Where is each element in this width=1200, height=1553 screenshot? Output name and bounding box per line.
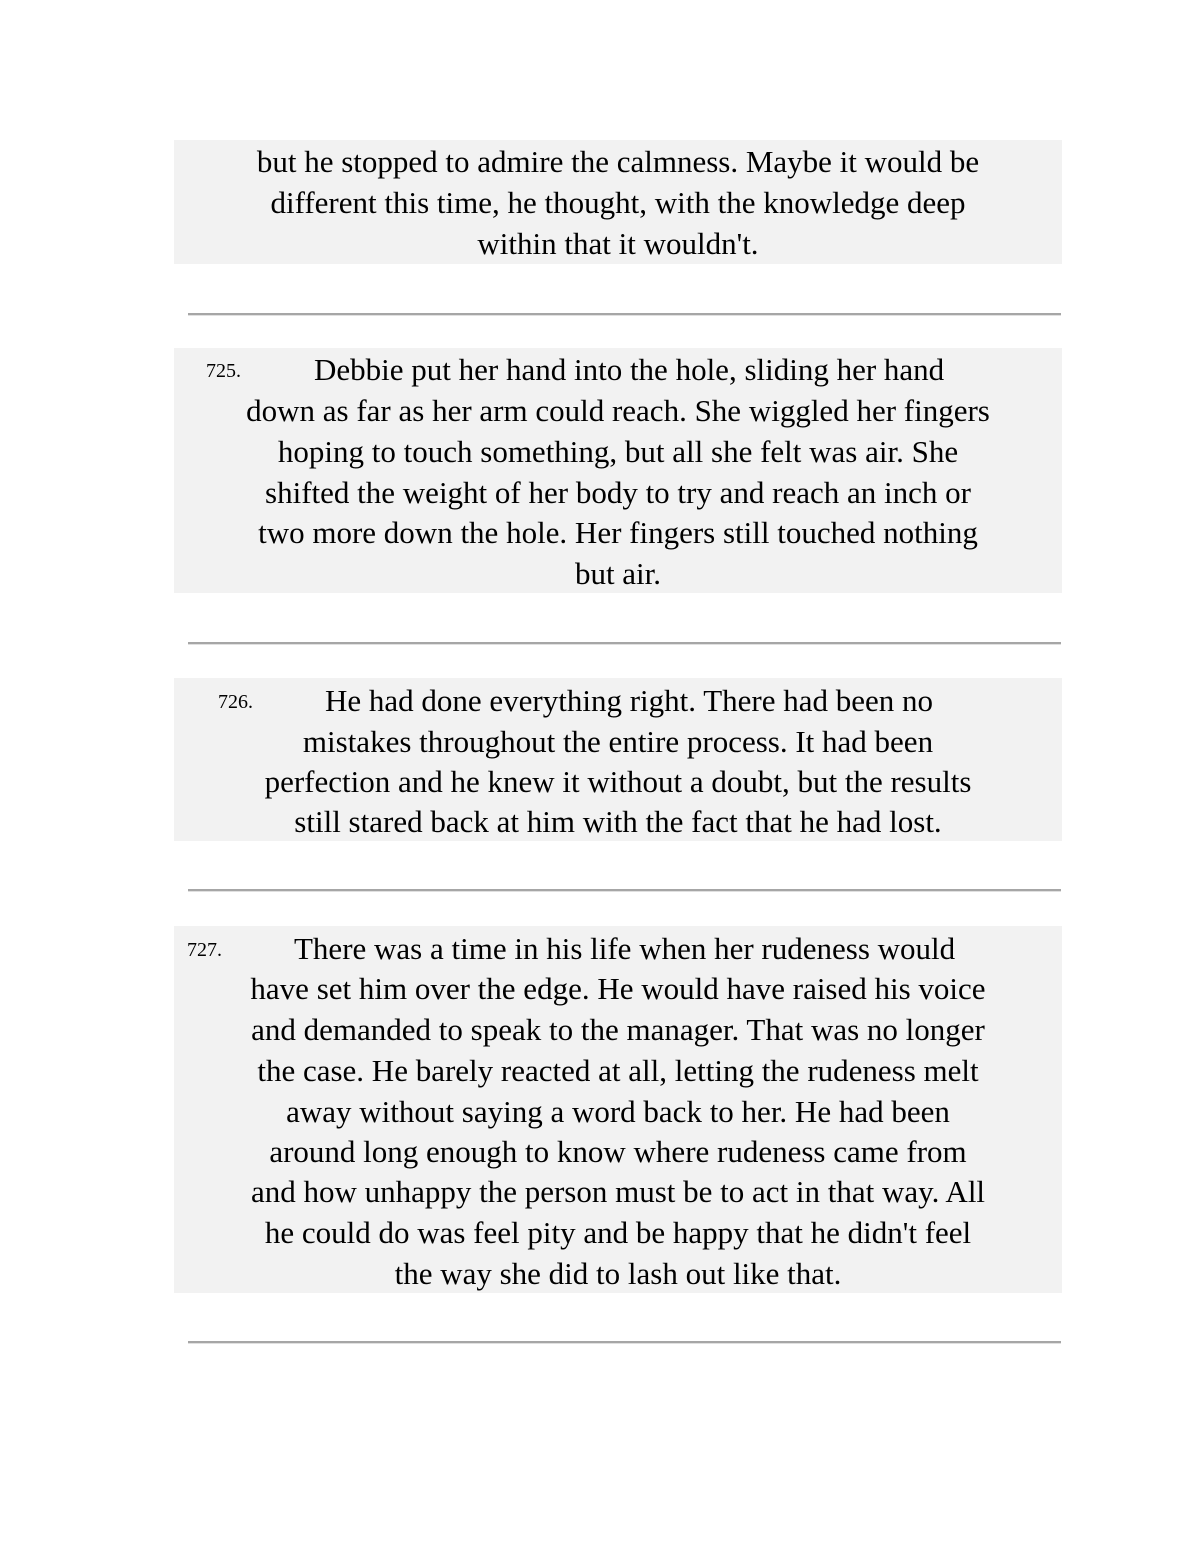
passage-line: mistakes throughout the entire process. It had been	[302, 724, 934, 759]
passage-line: There was a time in his life when her rudeness would	[294, 931, 956, 966]
passage-line: the way she did to lash out like that.	[394, 1256, 842, 1291]
passage-line: perfection and he knew it without a doubt, but the results	[264, 764, 972, 799]
passage-line: two more down the hole. Her fingers still touched nothing	[258, 515, 978, 550]
passage-line: He had done everything right. There had been no	[325, 683, 934, 718]
passage-line: Debbie put her hand into the hole, sliding her hand	[314, 352, 945, 387]
passage-line: hoping to touch something, but all she felt was air. She	[277, 434, 959, 469]
divider	[188, 313, 1061, 316]
passage-line: he could do was feel pity and be happy that he didn't feel	[264, 1215, 972, 1250]
passage-line: away without saying a word back to her. He had been	[286, 1094, 950, 1129]
divider	[188, 889, 1061, 892]
divider	[188, 1341, 1061, 1344]
passage-line: the case. He barely reacted at all, letting the rudeness melt	[257, 1053, 979, 1088]
divider	[188, 642, 1061, 645]
passage-block-727	[174, 926, 1062, 1293]
passage-line: and how unhappy the person must be to act in that way. All	[250, 1174, 986, 1209]
passage-line: still stared back at him with the fact that he had lost.	[294, 804, 942, 839]
passage-line: within that it wouldn't.	[477, 226, 759, 261]
passage-line: down as far as her arm could reach. She wiggled her fingers	[246, 393, 990, 428]
passage-line: shifted the weight of her body to try and reach an inch or	[265, 475, 971, 510]
passage-line: have set him over the edge. He would have raised his voice	[250, 971, 986, 1006]
entry-number: 726.	[218, 691, 253, 713]
passage-line: but air.	[574, 556, 662, 591]
entry-number: 727.	[187, 939, 222, 961]
passage-line: around long enough to know where rudeness came from	[269, 1134, 967, 1169]
passage-block-725	[174, 348, 1062, 593]
passage-line: but he stopped to admire the calmness. Maybe it would be	[256, 144, 980, 179]
passage-block-continuation	[174, 140, 1062, 264]
entry-number: 725.	[206, 360, 241, 382]
passage-line: and demanded to speak to the manager. That was no longer	[251, 1012, 985, 1047]
passage-block-726	[174, 678, 1062, 841]
passage-line: different this time, he thought, with the knowledge deep	[270, 185, 966, 220]
